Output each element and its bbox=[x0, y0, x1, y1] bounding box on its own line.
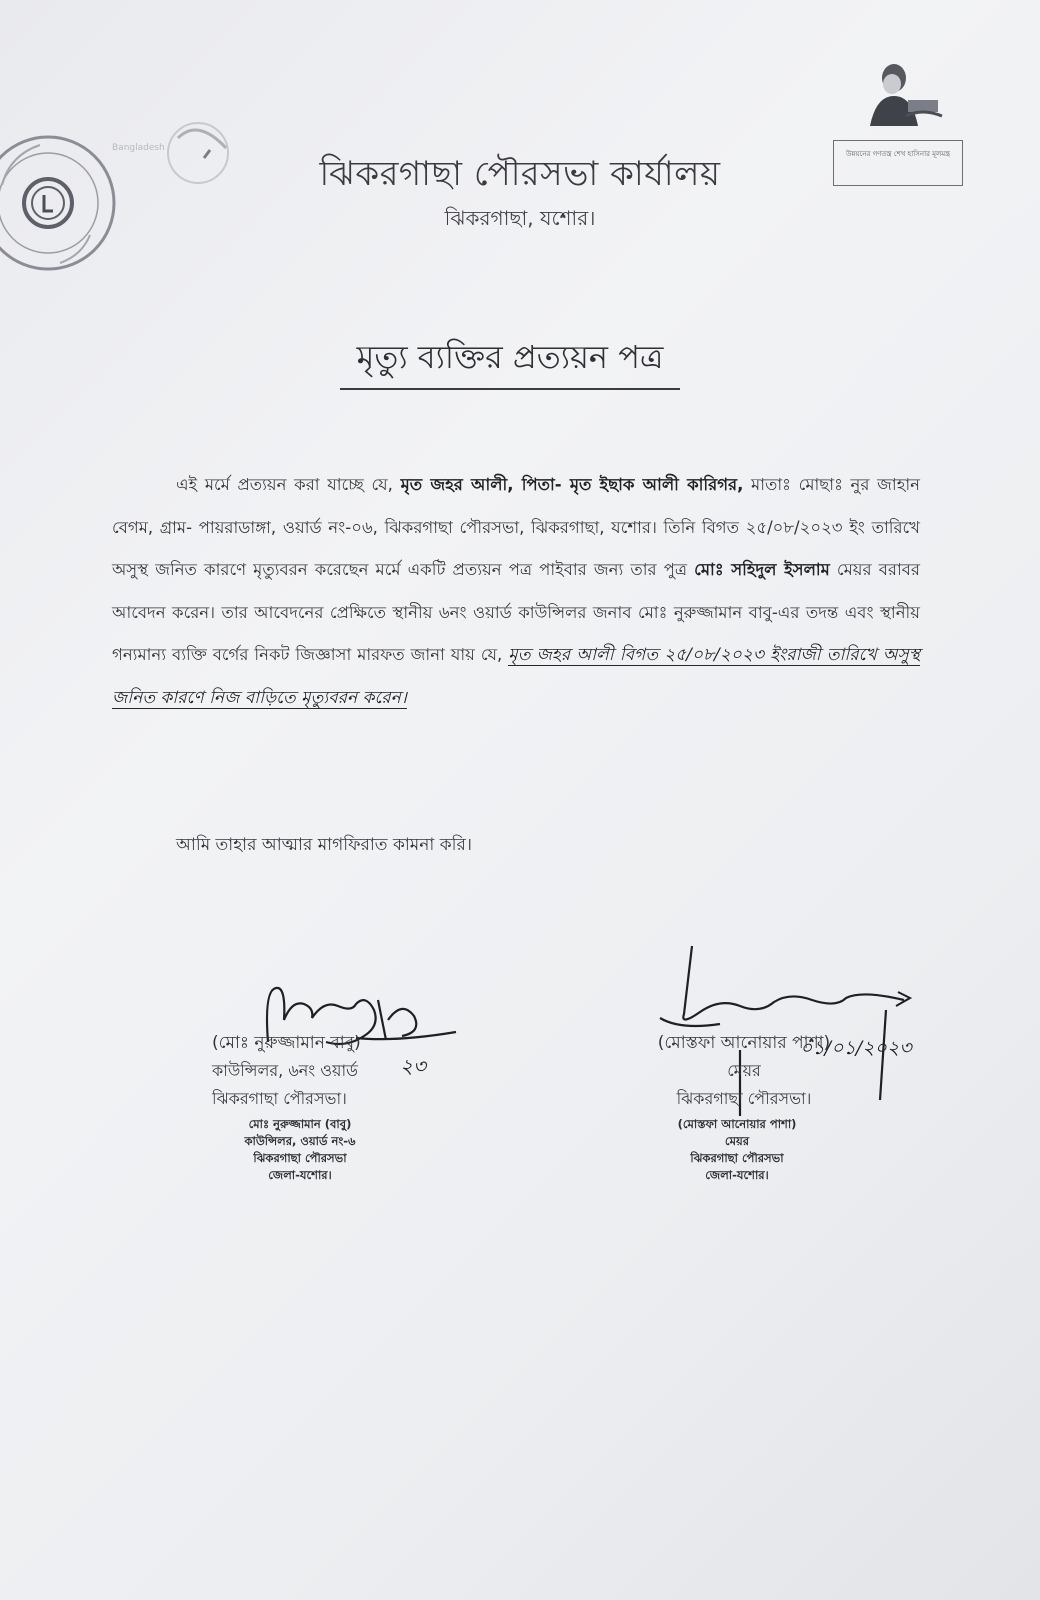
portrait-emblem-icon bbox=[862, 56, 952, 126]
body-intro: এই মর্মে প্রত্যয়ন করা যাচ্ছে যে, bbox=[176, 475, 401, 494]
office-address: ঝিকরগাছা, যশোর। bbox=[444, 206, 596, 230]
mayor-stamp-line: ঝিকরগাছা পৌরসভা bbox=[690, 1151, 784, 1165]
councillor-handwritten-date: ২৩ bbox=[400, 1054, 427, 1078]
mayor-stamp-line: জেলা-যশোর। bbox=[705, 1168, 769, 1182]
deceased-name: মৃত জহর আলী, পিতা- মৃত ইছাক আলী কারিগর, bbox=[400, 475, 744, 494]
mayor-office: ঝিকরগাছা পৌরসভা। bbox=[676, 1089, 812, 1108]
mayor-stamp-line: মেয়র bbox=[724, 1134, 750, 1148]
certificate-body bbox=[112, 464, 920, 719]
councillor-stamp-line: মোঃ নুরুজ্জামান (বাবু) bbox=[248, 1117, 352, 1131]
svg-text:Bangladesh: Bangladesh bbox=[112, 143, 165, 153]
motto-box: উন্নয়নের গণতন্ত্র শেখ হাসিনার মূলমন্ত্র bbox=[833, 140, 963, 186]
councillor-title: কাউন্সিলর, ৬নং ওয়ার্ড bbox=[212, 1061, 358, 1080]
councillor-name: (মোঃ নুরুজ্জামান বাবু) bbox=[212, 1033, 361, 1053]
handwritten-note: মৃত জহর আলী বিগত ২৫/০৮/২০২৩ ইংরাজী তারিখে অসুস্থ জনিত কারণে নিজ বাড়িতে মৃত্যুবরন করেন। bbox=[112, 645, 920, 708]
mayor-stamp-line: (মোস্তফা আনোয়ার পাশা) bbox=[677, 1117, 797, 1131]
councillor-stamp-line: কাউন্সিলর, ওয়ার্ড নং-৬ bbox=[244, 1134, 356, 1148]
body-rest: মেয়র বরাবর আবেদন করেন। তার আবেদনের প্রেক্ষিতে স্থানীয় ৬নং ওয়ার্ড কাউন্সিলর জনাব মোঃ নুরুজ্জামান বাবু-এর তদন্ত এবং স্থানীয় গন্যমান্য ব্যক্তি বর্গের নিকট জিজ্ঞাসা মারফত জানা যায় যে, bbox=[112, 560, 920, 664]
councillor-signature-block bbox=[212, 1030, 472, 1184]
councillor-stamp-line: ঝিকরগাছা পৌরসভা bbox=[253, 1151, 347, 1165]
mayor-name: (মোস্তফা আনোয়ার পাশা) bbox=[657, 1033, 831, 1053]
mayor-title: মেয়র bbox=[727, 1061, 761, 1080]
closing-line: আমি তাহার আত্মার মাগফিরাত কামনা করি। bbox=[176, 835, 472, 855]
body-details: মাতাঃ মোছাঃ নুর জাহান বেগম, গ্রাম- পায়রাডাঙ্গা, ওয়ার্ড নং-০৬, ঝিকরগাছা পৌরসভা, ঝিকরগাছা, যশোর। তিনি বিগত ২৫/০৮/২০২৩ ইং তারিখে অসুস্থ জনিত কারণে মৃত্যুবরন করেছেন মর্মে একটি প্রত্যয়ন পত্র পাইবার জন্য তার পুত্র bbox=[112, 475, 920, 579]
applicant-name: মোঃ সহিদুল ইসলাম bbox=[694, 560, 830, 579]
councillor-office: ঝিকরগাছা পৌরসভা। bbox=[212, 1089, 347, 1108]
councillor-stamp-line: জেলা-যশোর। bbox=[268, 1168, 332, 1182]
document-title: মৃত্যু ব্যক্তির প্রত্যয়ন পত্র bbox=[340, 332, 680, 390]
office-title: ঝিকরগাছা পৌরসভা কার্যালয় bbox=[319, 154, 721, 194]
faded-emblem-icon bbox=[108, 108, 238, 198]
mayor-handwritten-date: ০১/০১/২০২৩ bbox=[800, 1037, 912, 1059]
mayor-signature-block bbox=[624, 1030, 864, 1184]
councillor-stamp bbox=[220, 1116, 380, 1184]
mayor-stamp bbox=[652, 1116, 822, 1184]
